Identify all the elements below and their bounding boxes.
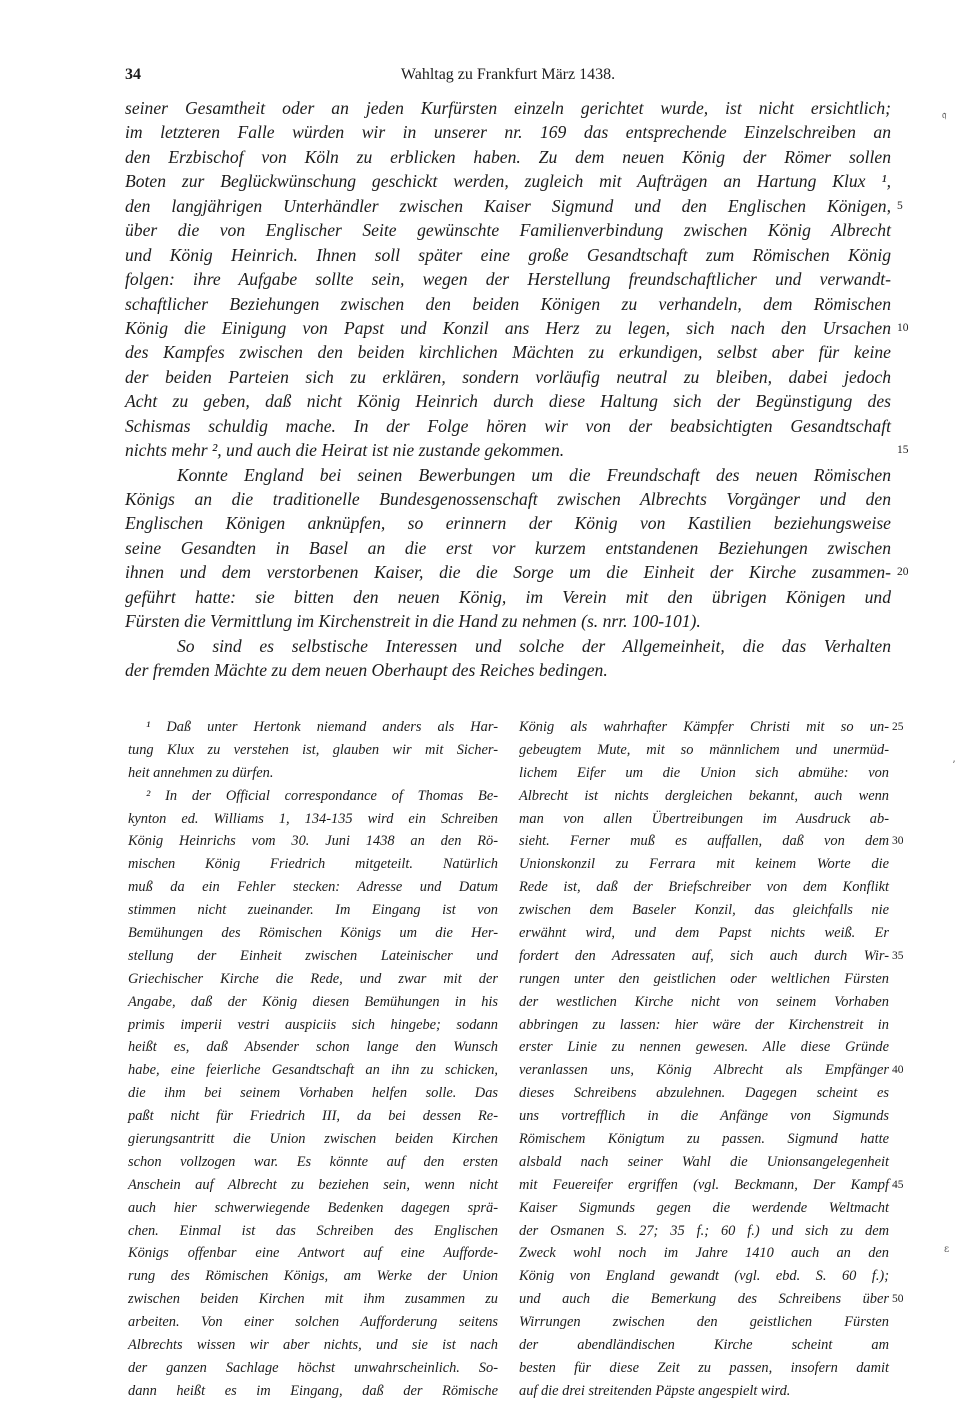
text-line: [519, 1220, 889, 1243]
line-text: habe, eine feierliche Gesandtschaft an ihn zu schicken,: [128, 1062, 498, 1079]
line-text: erster Linie zu nennen gewesen. Alle diese Gründe: [519, 1039, 889, 1056]
text-line: [125, 145, 891, 169]
text-line: [519, 1174, 904, 1197]
text-line: [128, 1174, 498, 1197]
line-text: Zweck wohl noch im Jahre 1410 auch an den: [519, 1245, 889, 1262]
line-text: gebeugtem Mute, mit so männlichem und unermüd-: [519, 741, 889, 758]
text-line: [519, 1151, 889, 1174]
text-line: [519, 991, 889, 1014]
page-number: 34: [125, 66, 141, 83]
text-line: [128, 899, 498, 922]
line-text: der fremden Mächte zu dem neuen Oberhaupt des Reiches bedingen.: [125, 660, 608, 681]
line-number: 30: [892, 835, 904, 848]
line-text: im letzteren Falle würden wir in unserer nr. 169 das entsprechende Einzelschreiben an: [125, 122, 891, 143]
line-number: 25: [892, 721, 904, 733]
line-text: ihnen und dem verstorbenen Kaiser, die die Sorge um die Einheit der Kirche zusammen-: [125, 562, 891, 583]
text-line: [128, 785, 498, 808]
text-line: [128, 968, 498, 991]
line-text: auch hier schwerwiegende Bedenken dagegen sprä-: [128, 1199, 498, 1216]
text-line: [519, 1197, 889, 1220]
margin-mark: ʼ: [952, 760, 956, 771]
text-line: [125, 169, 891, 193]
text-line: [128, 922, 498, 945]
line-text: Königs an die traditionelle Bundesgenossenschaft zwischen Albrechts Vorgänger und den: [125, 489, 891, 509]
text-line: [519, 830, 904, 853]
line-text: Unionskonzil zu Ferrara mit keinem Worte die: [519, 856, 889, 873]
line-text: Englischen Königen anknüpfen, so erinnern der König von Kastilien beziehungsweise: [125, 513, 891, 534]
line-number: 20: [897, 566, 909, 579]
line-text: Anschein auf Albrecht zu beziehen sein, wenn nicht: [128, 1176, 498, 1193]
line-number: 40: [892, 1064, 904, 1077]
line-text: König als wahrhafter Kämpfer Christi mit so un-: [519, 719, 889, 735]
text-line: [125, 194, 903, 218]
text-line: [125, 438, 909, 462]
running-title: Wahltag zu Frankfurt März 1438.: [400, 66, 616, 83]
text-line: [128, 1242, 498, 1265]
footnotes-right-column: [519, 716, 904, 1403]
text-line: [128, 1036, 498, 1059]
line-text: zwischen dem Baseler Konzil, das gleichfalls nie: [519, 902, 889, 919]
text-line: [125, 292, 891, 316]
line-text: König die Einigung von Papst und Konzil ans Herz zu legen, sich nach den Ursachen: [125, 317, 891, 338]
line-text: stimmen nicht zueinander. Im Eingang ist von: [128, 902, 498, 919]
line-text: Boten zur Beglückwünschung geschickt werden, zugleich mit Aufträgen an Hartung Klux ¹,: [125, 171, 891, 192]
line-text: ² In der Official correspondance of Thomas Be-: [146, 787, 498, 804]
line-text: lichem Eifer um die Union sich abmühe: von: [519, 764, 889, 781]
line-number: 45: [892, 1178, 904, 1191]
text-line: [128, 1014, 498, 1037]
line-text: den Erzbischof von Köln zu erblicken haben. Zu dem neuen König der Römer sollen: [125, 146, 891, 167]
text-line: [125, 218, 891, 242]
text-line: [125, 536, 891, 560]
text-line: [128, 853, 498, 876]
text-line: [128, 1311, 498, 1334]
text-line: [519, 1311, 889, 1334]
text-line: [125, 487, 891, 511]
text-line: [128, 1151, 498, 1174]
text-line: [125, 316, 909, 340]
line-text: geführt hatte: sie bitten den neuen König, im Verein mit den übrigen Königen und: [125, 586, 891, 607]
line-text: rungen unter den geistlichen oder weltlichen Fürsten: [519, 970, 889, 987]
text-line: [125, 414, 891, 438]
text-line: [128, 876, 498, 899]
text-line: [519, 1380, 889, 1403]
text-line: [128, 1380, 498, 1403]
line-text: der westlichen Kirche nicht von seinem Vorhaben: [519, 993, 889, 1010]
text-line: [519, 716, 904, 739]
line-text: Schismas schuldig mache. In der Folge hören wir von der beabsichtigten Gesandtschaft: [125, 415, 891, 436]
line-number: 5: [897, 199, 903, 212]
text-line: [519, 968, 889, 991]
text-line: [125, 96, 891, 120]
line-text: auf die drei streitenden Päpste angespielt wird.: [519, 1382, 791, 1399]
line-text: König von England gewandt (vgl. ebd. S. 60 f.);: [519, 1268, 889, 1285]
line-number: 15: [897, 444, 909, 457]
text-line: [519, 762, 889, 785]
text-line: [125, 120, 891, 144]
line-text: des Kampfes zwischen den beiden kirchlichen Mächten zu erkundigen, selbst aber für keine: [125, 342, 891, 363]
line-text: der beiden Parteien sich zu erklären, sondern vorläufig neutral zu bleiben, dabei jedoch: [125, 366, 891, 387]
text-line: [128, 1357, 498, 1380]
text-line: [519, 1036, 889, 1059]
text-line: [125, 340, 891, 364]
text-line: [128, 1265, 498, 1288]
text-line: [519, 876, 889, 899]
line-text: Angabe, daß der König diesen Bemühungen in his: [128, 993, 498, 1010]
text-line: [128, 808, 498, 831]
line-text: Königs offenbar eine Antwort auf eine Aufforde-: [128, 1245, 498, 1262]
line-text: So sind es selbstische Interessen und solche der Allgemeinheit, die das Verhalten: [177, 635, 891, 656]
text-line: [125, 243, 891, 267]
main-text-block: [125, 96, 909, 683]
line-text: Griechischer Kirche die Rede, und zwar mit der: [128, 970, 498, 987]
line-text: die ihm bei seinem Vorhaben helfen solle. Das: [128, 1085, 498, 1102]
text-line: [519, 1265, 889, 1288]
line-text: Acht zu geben, daß nicht König Heinrich durch diese Haltung sich der Begünstigung des: [125, 391, 891, 412]
line-text: gierungsantritt die Union zwischen beiden Kirchen: [128, 1131, 498, 1148]
page-header: [125, 66, 891, 88]
line-text: fordert den Adressaten auf, sich auch durch Wir-: [519, 947, 889, 964]
line-text: Rede ist, daß der Briefschreiber von dem Konflikt: [519, 879, 889, 896]
line-text: heißt es, daß Absender schon lange den Wunsch: [128, 1039, 498, 1056]
line-text: zwischen beiden Kirchen mit ihm zusammen zu: [128, 1291, 498, 1308]
line-text: mit Feuereifer ergriffen (vgl. Beckmann, Der Kampf: [519, 1176, 889, 1193]
text-line: [128, 1082, 498, 1105]
line-text: Albrecht ist nichts dergleichen bekannt, auch wenn: [519, 787, 889, 804]
line-text: den langjährigen Unterhändler zwischen Kaiser Sigmund und den Englischen Königen,: [125, 195, 891, 216]
line-text: rung des Römischen Königs, am Werke der Union: [128, 1268, 498, 1285]
line-text: seine Gesandten in Basel an die erst vor kurzem entstandenen Beziehungen zwischen: [125, 537, 891, 558]
text-line: [125, 585, 891, 609]
text-line: [519, 853, 889, 876]
text-line: [519, 945, 904, 968]
text-line: [519, 1334, 889, 1357]
text-line: [519, 739, 889, 762]
line-text: folgen: ihre Aufgabe sollte sein, wegen der Herstellung freundschaftlicher und verwandt-: [125, 269, 891, 290]
line-text: veranlassen uns, König Albrecht als Empfänger: [519, 1062, 889, 1079]
line-text: uns vortrefflich in die Anfänge von Sigmunds: [519, 1108, 889, 1125]
line-text: Wirrungen zwischen den geistlichen Fürsten: [519, 1314, 889, 1331]
line-text: Kaiser Sigmunds gegen die werdende Weltmacht: [519, 1199, 889, 1216]
line-number: 50: [892, 1293, 904, 1306]
line-text: muß da ein Fehler stecken: Adresse und Datum: [128, 879, 498, 896]
line-text: über die von Englischer Seite gewünschte Familienverbindung zwischen König Albrecht: [125, 220, 891, 241]
line-number: 10: [897, 321, 909, 334]
line-text: Albrechts wissen wir aber nichts, und sie ist nach: [128, 1337, 498, 1354]
text-line: [128, 1105, 498, 1128]
line-text: besten für diese Zeit zu passen, insofern damit: [519, 1359, 889, 1376]
line-text: Konnte England bei seinen Bewerbungen um die Freundschaft des neuen Römischen: [177, 464, 891, 485]
text-line: [125, 511, 891, 535]
text-line: [128, 1288, 498, 1311]
line-text: kynton ed. Williams 1, 134-135 wird ein Schreiben: [128, 810, 498, 827]
line-text: man von allen Übertreibungen im Ausdruck ab-: [519, 810, 889, 827]
margin-mark: ɛ: [944, 1244, 950, 1255]
text-line: [125, 658, 891, 682]
text-line: [125, 267, 891, 291]
line-text: tung Klux zu verstehen ist, glauben wir mit Sicher-: [128, 741, 498, 758]
line-number: 35: [892, 949, 904, 962]
line-text: König Heinrichs vom 30. Juni 1438 an den Rö-: [128, 833, 498, 850]
text-line: [519, 899, 889, 922]
line-text: Bemühungen des Römischen Königs um die Her-: [128, 925, 498, 942]
line-text: stellung der Einheit zwischen Lateinischer und: [128, 947, 498, 964]
text-line: [128, 1128, 498, 1151]
line-text: und König Heinrich. Ihnen soll später eine große Gesandtschaft zum Römischen König: [125, 244, 891, 265]
line-text: seiner Gesamtheit oder an jeden Kurfürsten einzeln gerichtet wurde, ist nicht ersichtlich;: [125, 98, 891, 118]
line-text: Fürsten die Vermittlung im Kirchenstreit in die Hand zu nehmen (s. nrr. 100-101).: [125, 611, 701, 632]
line-text: erwähnt wird, und dem Papst nichts weiß. Er: [519, 925, 889, 942]
text-line: [128, 739, 498, 762]
line-text: paßt nicht für Friedrich III, da bei dessen Re-: [128, 1108, 498, 1125]
text-line: [125, 389, 891, 413]
line-text: sieht. Ferner muß es auffallen, daß von dem: [519, 833, 889, 850]
text-line: [128, 762, 498, 785]
text-line: [519, 1357, 889, 1380]
line-text: schaftlicher Beziehungen zwischen den beiden Königen zu verhandeln, dem Römischen: [125, 293, 891, 314]
text-line: [125, 365, 891, 389]
line-text: mischen König Friedrich mitgeteilt. Natürlich: [128, 856, 498, 873]
text-line: [519, 785, 889, 808]
line-text: ¹ Daß unter Hertonk niemand anders als Har-: [146, 719, 498, 735]
text-line: [128, 945, 498, 968]
line-text: heit annehmen zu dürfen.: [128, 764, 274, 781]
line-text: der abendländischen Kirche scheint am: [519, 1337, 889, 1354]
line-text: arbeiten. Von einer solchen Aufforderung seitens: [128, 1314, 498, 1331]
text-line: [519, 1059, 904, 1082]
text-line: [128, 830, 498, 853]
text-line: [128, 991, 498, 1014]
text-line: [125, 463, 891, 487]
line-text: der Osmanen S. 27; 35 f.; 60 f.) und sich zu dem: [519, 1222, 889, 1239]
line-text: dieses Schreibens abzulehnen. Dagegen scheint es: [519, 1085, 889, 1102]
text-line: [125, 634, 891, 658]
line-text: primis imperii vestri auspiciis sich hingebe; sodann: [128, 1016, 498, 1033]
text-line: [519, 1082, 889, 1105]
line-text: alsbald nach seiner Wahl die Unionsangelegenheit: [519, 1153, 889, 1170]
line-text: nichts mehr ², und auch die Heirat ist nie zustande gekommen.: [125, 440, 565, 461]
line-text: abbringen zu lassen: hier wäre der Kirchenstreit in: [519, 1016, 889, 1033]
text-line: [128, 1059, 498, 1082]
text-line: [128, 716, 498, 739]
margin-mark: 𝔮: [942, 110, 947, 121]
line-text: der ganzen Sachlage höchst unwahrscheinlich. So-: [128, 1359, 498, 1376]
text-line: [128, 1334, 498, 1357]
text-line: [125, 560, 909, 584]
text-line: [519, 1014, 889, 1037]
text-line: [128, 1220, 498, 1243]
text-line: [519, 808, 889, 831]
line-text: dann heißt es im Eingang, daß der Römische: [128, 1382, 498, 1399]
line-text: schon vollzogen war. Es könnte auf den ersten: [128, 1153, 498, 1170]
text-line: [519, 1128, 889, 1151]
text-line: [125, 609, 891, 633]
text-line: [519, 922, 889, 945]
text-line: [519, 1105, 889, 1128]
text-line: [128, 1197, 498, 1220]
line-text: Römischem Königtum zu passen. Sigmund hatte: [519, 1131, 889, 1148]
line-text: und auch die Bemerkung des Schreibens über: [519, 1291, 889, 1308]
text-line: [519, 1242, 889, 1265]
text-line: [519, 1288, 904, 1311]
line-text: chen. Einmal ist das Schreiben des Englischen: [128, 1222, 498, 1239]
footnotes-left-column: [128, 716, 498, 1403]
